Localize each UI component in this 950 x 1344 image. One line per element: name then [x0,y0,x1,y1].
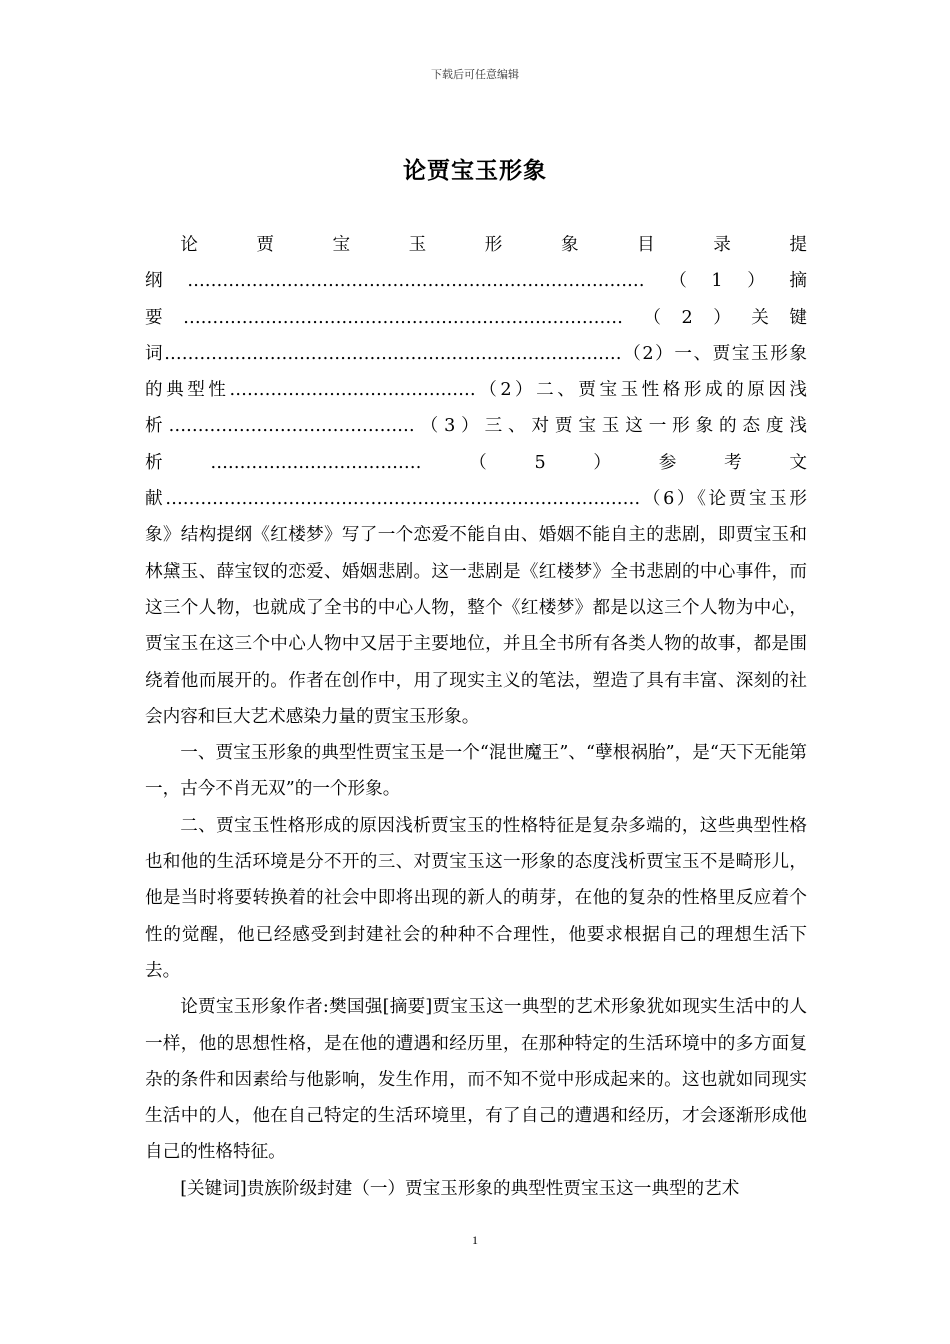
body-paragraph: 一、贾宝玉形象的典型性贾宝玉是一个“混世魔王”、“孽根祸胎”，是“天下无能第一，古今不肖无双”的一个形象。 [145,743,807,800]
body-paragraph: 论贾宝玉形象作者:樊国强[摘要]贾宝玉这一典型的艺术形象犹如现实生活中的人一样，他的思想性格，是在他的遭遇和经历里，在那种特定的生活环境中的多方面复杂的条件和因素给与他影响，发生作用，而不知不觉中形成起来的。这也就如同现实生活中的人，他在自己特定的生活环境里，有了自己的遭遇和经历，才会逐渐形成他自己的性格特征。 [145,997,807,1163]
table-of-contents-paragraph: 论贾宝玉形象目录提纲……………………………………………………………………（1）摘要…………………………………………………………………（2）关键词……………………………………………………………………（2）一、贾宝玉形象的典型性……………………………………（2）二、贾宝玉性格形成的原因浅析……………………………………（3）三、对贾宝玉这一形象的态度浅析………………………………（5）参考文献………………………………………………………………………（6）《论贾宝玉形象》结构提纲《红楼梦》写了一个恋爱不能自由、婚姻不能自主的悲剧，即贾宝玉和林黛玉、薛宝钗的恋爱、婚姻悲剧。这一悲剧是《红楼梦》全书悲剧的中心事件，而这三个人物，也就成了全书的中心人物，整个《红楼梦》都是以这三个人物为中心，贾宝玉在这三个中心人物中又居于主要地位，并且全书所有各类人物的故事，都是围绕着他而展开的。作者在创作中，用了现实主义的笔法，塑造了具有丰富、深刻的社会内容和巨大艺术感染力量的贾宝玉形象。 [145,235,807,727]
page-header-note: 下载后可任意编辑 [431,68,519,81]
body-paragraph: 二、贾宝玉性格形成的原因浅析贾宝玉的性格特征是复杂多端的，这些典型性格也和他的生活环境是分不开的三、对贾宝玉这一形象的态度浅析贾宝玉不是畸形儿，他是当时将要转换着的社会中即将出现的新人的萌芽，在他的复杂的性格里反应着个性的觉醒，他已经感受到封建社会的种种不合理性，他要求根据自己的理想生活下去。 [145,815,807,981]
page-number: 1 [472,1233,478,1247]
document-title: 论贾宝玉形象 [403,158,547,184]
body-paragraph: [关键词]贵族阶级封建（一）贾宝玉形象的典型性贾宝玉这一典型的艺术 [180,1178,740,1199]
document-body [145,227,807,1207]
